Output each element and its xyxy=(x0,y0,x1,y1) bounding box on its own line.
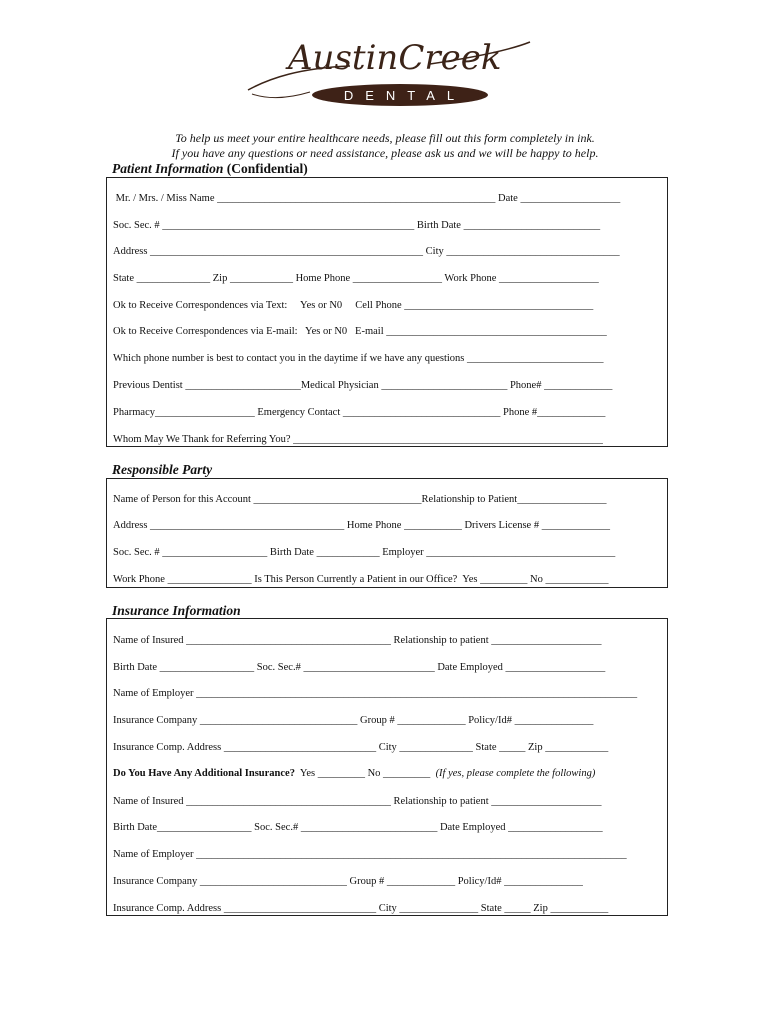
patient-state-field[interactable]: State ______________ Zip ____________ Home Phone _________________ Work Phone ___________________ xyxy=(113,273,599,284)
logo-dental-badge: DENTAL xyxy=(312,84,488,106)
insurance-employer-field[interactable]: Name of Employer ____________________________________________________________________________________ xyxy=(113,688,638,699)
additional-insurance-question[interactable] xyxy=(113,767,595,780)
intro-line-2: If you have any questions or need assistance, please ask us and we will be happy to help. xyxy=(171,146,599,160)
patient-email-consent-field[interactable]: Ok to Receive Correspondences via E-mail: Yes or N0 E-mail __________________________________________ xyxy=(113,326,607,337)
insurance-section-title: Insurance Information xyxy=(112,603,241,618)
insurance-birth-date-field[interactable]: Birth Date __________________ Soc. Sec.# _________________________ Date Employed ___________________ xyxy=(113,662,606,673)
patient-address-field[interactable]: Address ____________________________________________________ City _________________________________ xyxy=(113,246,620,257)
responsible-address-field[interactable]: Address _____________________________________ Home Phone ___________ Drivers License # _____________ xyxy=(113,520,610,531)
insurance2-insured-name-field[interactable]: Name of Insured _______________________________________ Relationship to patient _____________________ xyxy=(113,796,602,807)
additional-insurance-answers[interactable]: Yes _________ No _________ xyxy=(294,768,436,779)
additional-insurance-label: Do You Have Any Additional Insurance? xyxy=(113,768,295,779)
insurance2-employer-field[interactable]: Name of Employer __________________________________________________________________________________ xyxy=(113,849,627,860)
additional-insurance-note: (If yes, please complete the following) xyxy=(435,768,596,779)
responsible-ssn-field[interactable]: Soc. Sec. # ____________________ Birth Date ____________ Employer ____________________________________ xyxy=(113,547,616,558)
responsible-name-field[interactable]: Name of Person for this Account ________________________________Relationship to Patient_________________ xyxy=(113,494,607,505)
logo-script-text: AustinCreek xyxy=(288,38,502,78)
insurance-insured-name-field[interactable]: Name of Insured _______________________________________ Relationship to patient _____________________ xyxy=(113,635,602,646)
insurance-address-field[interactable]: Insurance Comp. Address _____________________________ City ______________ State _____ Zip ____________ xyxy=(113,742,609,753)
responsible-section-title: Responsible Party xyxy=(112,462,213,477)
insurance-company-field[interactable]: Insurance Company ______________________________ Group # _____________ Policy/Id# _______________ xyxy=(113,715,594,726)
insurance2-birth-date-field[interactable]: Birth Date__________________ Soc. Sec.# __________________________ Date Employed __________________ xyxy=(113,822,603,833)
patient-ssn-field[interactable]: Soc. Sec. # ________________________________________________ Birth Date __________________________ xyxy=(113,220,601,231)
patient-title-suffix: (Confidential) xyxy=(226,161,308,176)
patient-pharmacy-field[interactable]: Pharmacy___________________ Emergency Contact ______________________________ Phone #_____________ xyxy=(113,407,606,418)
insurance2-address-field[interactable]: Insurance Comp. Address _____________________________ City _______________ State _____ Zip ___________ xyxy=(113,903,609,914)
responsible-work-phone-field[interactable]: Work Phone ________________ Is This Person Currently a Patient in our Office? Yes _________ No ____________ xyxy=(113,574,609,585)
patient-previous-dentist-field[interactable]: Previous Dentist ______________________Medical Physician ________________________ Phone# _____________ xyxy=(113,380,613,391)
patient-best-phone-field[interactable]: Which phone number is best to contact you in the daytime if we have any questions __________________________ xyxy=(113,353,604,364)
patient-name-field[interactable]: Mr. / Mrs. / Miss Name _____________________________________________________ Date ___________________ xyxy=(113,193,621,204)
patient-text-consent-field[interactable]: Ok to Receive Correspondences via Text: Yes or N0 Cell Phone ____________________________________ xyxy=(113,300,594,311)
intro-line-1: To help us meet your entire healthcare needs, please fill out this form completely in ink. xyxy=(175,131,595,145)
patient-referral-field[interactable]: Whom May We Thank for Referring You? ___________________________________________________________ xyxy=(113,434,603,445)
patient-section-title xyxy=(112,161,308,177)
patient-title-main: Patient Information xyxy=(112,161,224,176)
austin-creek-dental-logo xyxy=(240,38,540,118)
insurance2-company-field[interactable]: Insurance Company ____________________________ Group # _____________ Policy/Id# _______________ xyxy=(113,876,583,887)
